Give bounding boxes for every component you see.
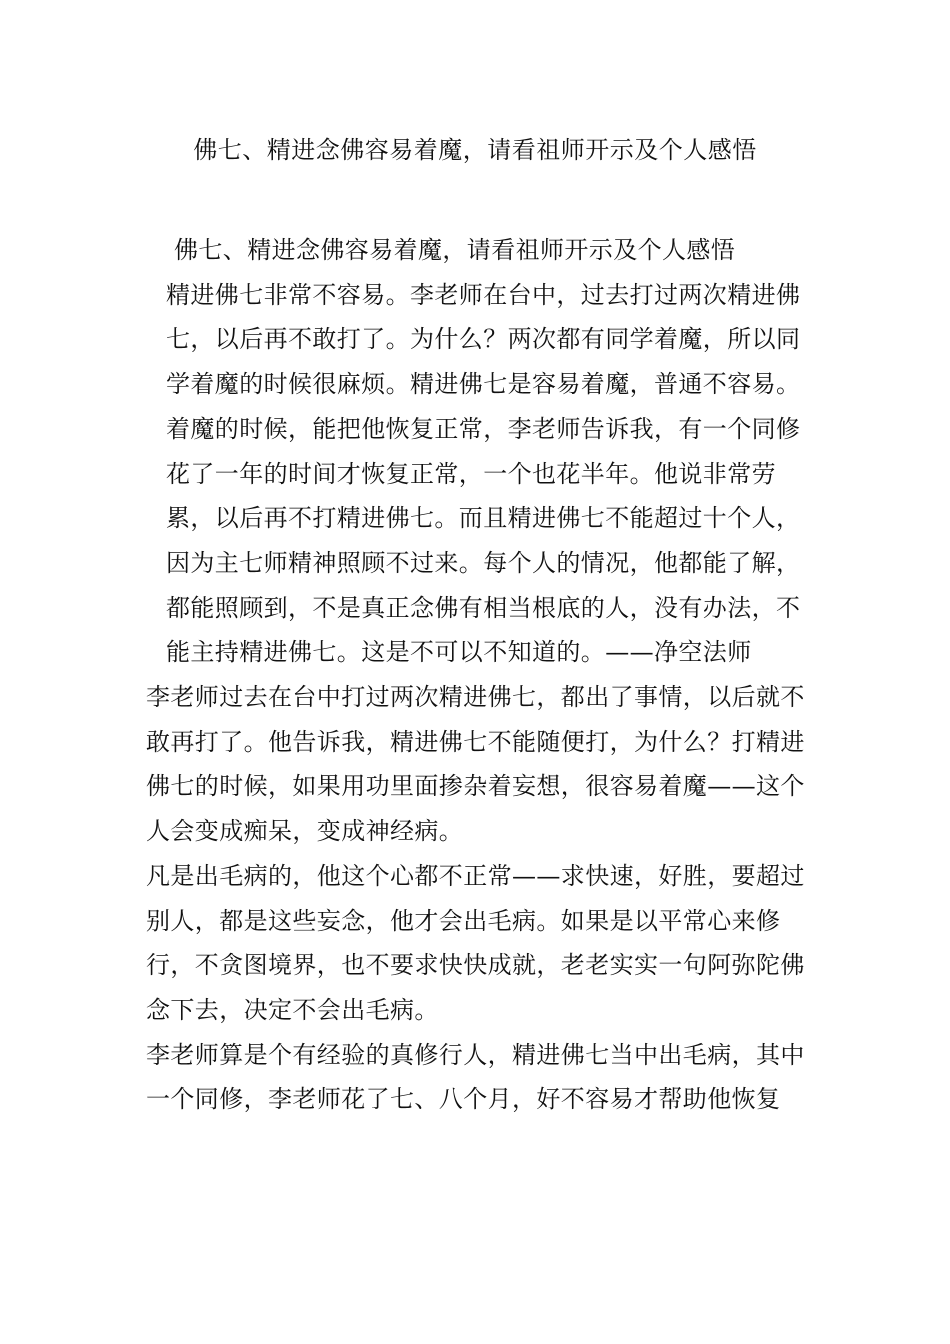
paragraph-jingkong-quote: 精进佛七非常不容易。李老师在台中，过去打过两次精进佛七，以后再不敢打了。为什么？两次都有同学着魔，所以同学着魔的时候很麻烦。精进佛七是容易着魔，普通不容易。着魔的时候，能把他恢复正常，李老师告诉我，有一个同修花了一年的时间才恢复正常，一个也花半年。他说非常劳累，以后再不打精进佛七。而且精进佛七不能超过十个人，因为主七师精神照顾不过来。每个人的情况，他都能了解，都能照顾到，不是真正念佛有相当根底的人，没有办法，不能主持精进佛七。这是不可以不知道的。——净空法师 (166, 280, 801, 667)
document-title: 佛七、精进念佛容易着魔，请看祖师开示及个人感悟 (193, 136, 757, 164)
paragraph-experienced-practitioner: 李老师算是个有经验的真修行人，精进佛七当中出毛病，其中一个同修，李老师花了七、八个月，好不容易才帮助他恢复 (146, 1040, 805, 1114)
paragraph-li-teacher-history: 李老师过去在台中打过两次精进佛七，都出了事情，以后就不敢再打了。他告诉我，精进佛七不能随便打，为什么？打精进佛七的时候，如果用功里面掺杂着妄想，很容易着魔——这个人会变成痴呆，变成神经病。 (146, 683, 805, 846)
paragraph-repeated-title: 佛七、精进念佛容易着魔，请看祖师开示及个人感悟 (174, 236, 736, 264)
document-body (146, 228, 818, 1122)
paragraph-cause-of-problems: 凡是出毛病的，他这个心都不正常——求快速，好胜，要超过别人，都是这些妄念，他才会出毛病。如果是以平常心来修行，不贪图境界，也不要求快快成就，老老实实一句阿弥陀佛念下去，决定不会出毛病。 (146, 861, 805, 1024)
